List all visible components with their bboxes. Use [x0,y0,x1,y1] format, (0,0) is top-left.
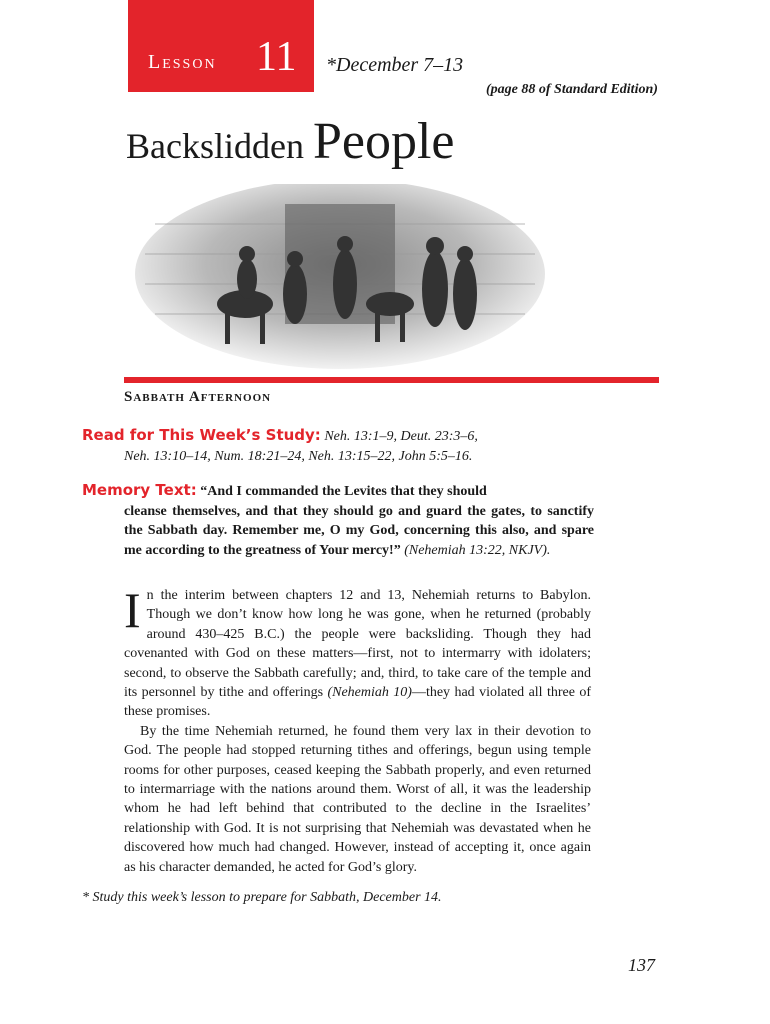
paragraph-1-text: n the interim between chapters 12 and 13, Nehemiah returns to Babylon. Though we don’t know how long he was gone, when he returned (probably around 430–425 B.C.) the people were backsliding. Though they had covenanted with God on these matters—first, not to intermarry with idolaters; second, to observe the Sabbath carefully; and, third, to take care of the temple and its personnel by tithe and offerings [124,588,591,701]
read-refs-line1: Neh. 13:1–9, Deut. 23:3–6, [324,429,478,444]
title-part2: People [312,113,455,170]
lesson-word: Lesson [148,51,217,73]
title-part1: Backslidden [126,126,304,166]
paragraph-2: By the time Nehemiah returned, he found them very lax in their devotion to God. The people had stopped returning tithes and offerings, begun using temple rooms for other purposes, ceased keeping the Sabbath properly, and even returned to intermarriage with the nations around them. Worst of all, it was the leadership whom he had left behind that contributed to the decline in the Israelites’ relationship with God. It is not surprising that Nehemiah was devastated when he discovered how much had changed. However, instead of accepting it, once again as his character demanded, he acted for God’s glory. [124,723,591,875]
memory-reference: (Nehemiah 13:22, NKJV). [404,542,551,558]
read-for-study [82,425,642,467]
paragraph-1-ref: (Nehemiah 10) [327,685,412,701]
illustration-image [135,184,545,370]
memory-label: Memory Text: [82,481,197,499]
lesson-number: 11 [256,34,297,80]
page-number: 137 [628,955,655,975]
page-title [126,112,455,171]
section-heading: Sabbath Afternoon [124,389,272,405]
memory-text: cleanse themselves, and that they should go and guard the gates, to sanctify the Sabbath day. Remember me, O my God, concerning this also, and spare me according to the greatness of Your mercy!” [124,503,594,558]
section-divider [124,377,659,383]
lesson-date: *December 7–13 [326,54,464,76]
body-text [124,582,592,877]
paragraph-1-end: —they had violated all three of these promises. [124,685,592,720]
footnote: * Study this week’s lesson to prepare for Sabbath, December 14. [82,890,442,905]
drop-cap: I [124,582,141,638]
standard-edition-ref: (page 88 of Standard Edition) [486,82,658,97]
memory-text-first: “And I commanded the Levites that they should [200,484,487,499]
read-label: Read for This Week’s Study: [82,426,321,444]
memory-text-block [82,481,594,560]
lesson-banner [128,0,314,92]
paragraph-1 [124,582,592,722]
read-refs-line2: Neh. 13:10–14, Num. 18:21–24, Neh. 13:15–22, John 5:5–16. [124,449,473,464]
